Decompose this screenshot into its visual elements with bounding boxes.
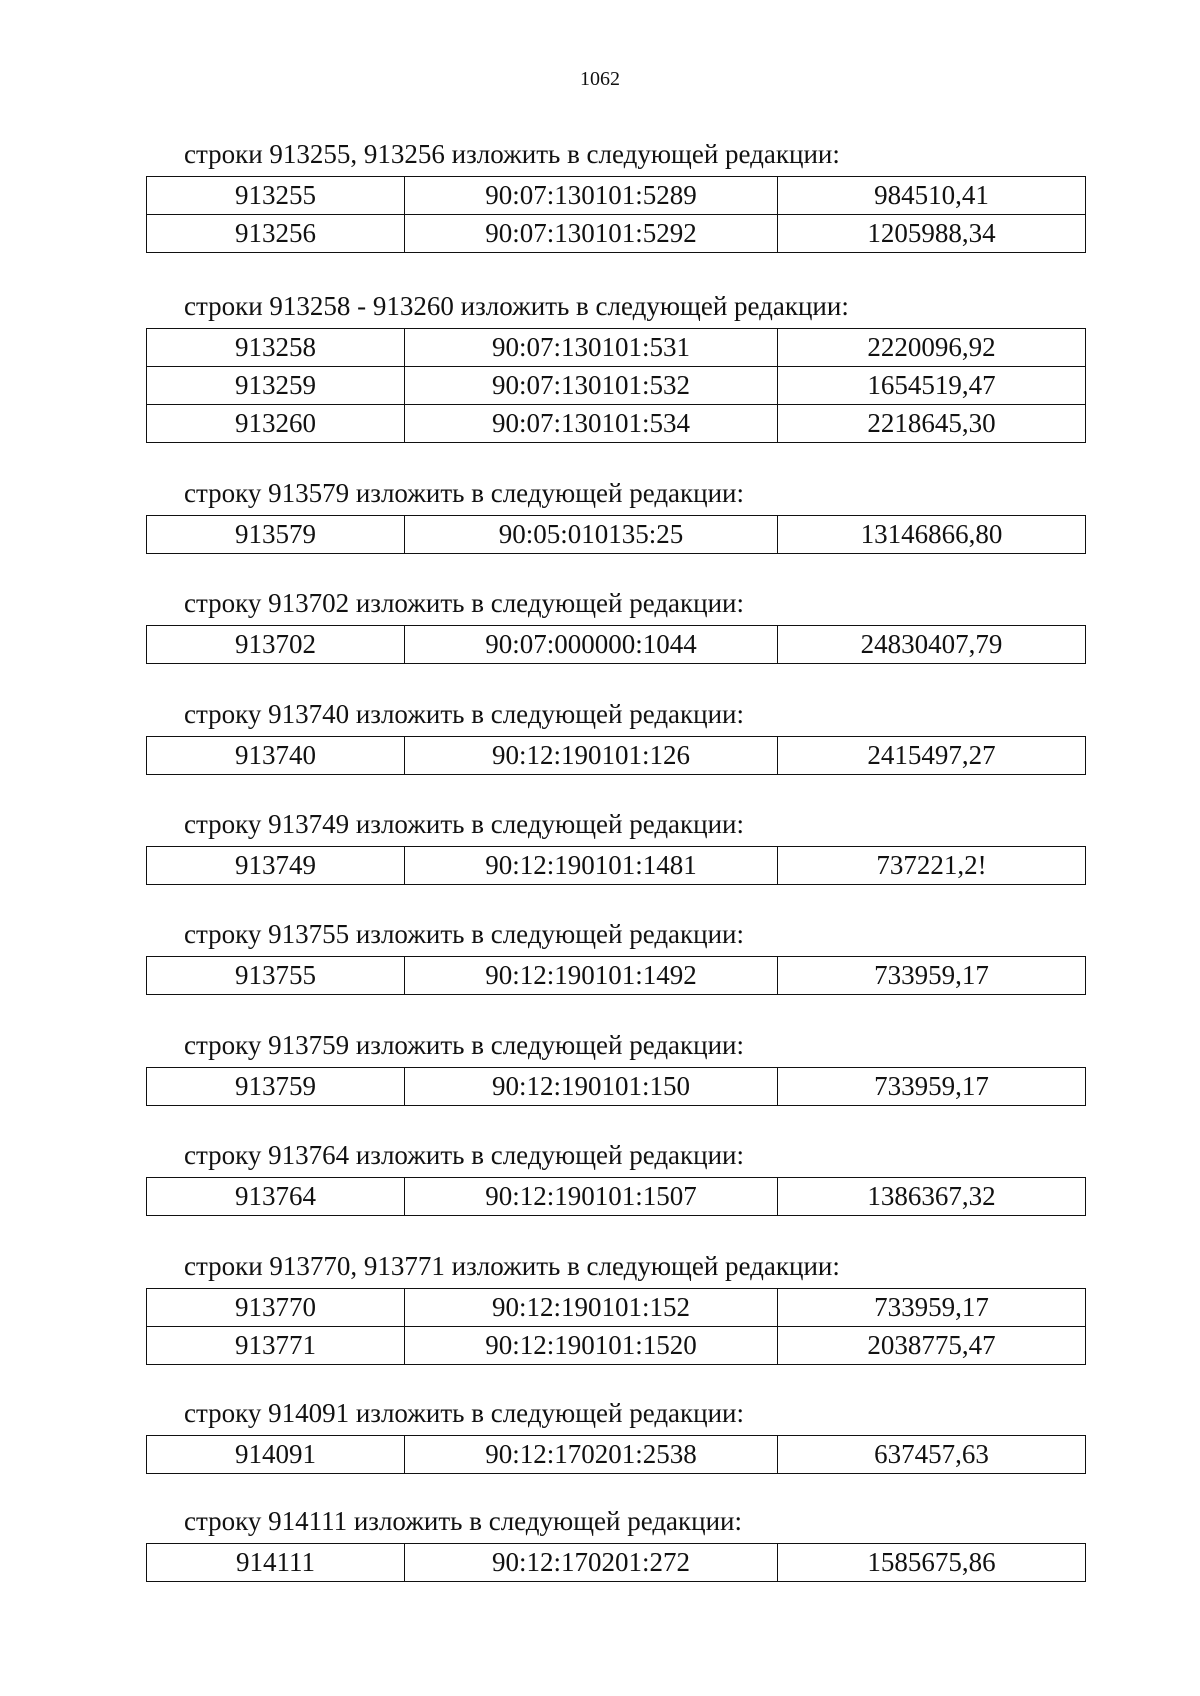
value-cell: 984510,41: [778, 177, 1086, 215]
cadastral-number-cell: 90:07:130101:5292: [405, 215, 778, 253]
value-cell: 733959,17: [778, 957, 1086, 995]
row-number-cell: 913255: [147, 177, 405, 215]
row-number-cell: 913755: [147, 957, 405, 995]
section-heading: строку 913749 изложить в следующей редакции:: [184, 809, 745, 839]
data-table: [146, 328, 1086, 443]
row-number-cell: 913771: [147, 1327, 405, 1365]
data-table: [146, 846, 1086, 885]
table-row: [147, 957, 1086, 995]
row-number-cell: 913770: [147, 1289, 405, 1327]
data-table: [146, 1177, 1086, 1216]
cadastral-number-cell: 90:12:190101:1481: [405, 847, 778, 885]
section-heading: строку 913579 изложить в следующей редакции:: [184, 478, 745, 508]
cadastral-number-cell: 90:12:190101:1520: [405, 1327, 778, 1365]
cadastral-number-cell: 90:07:130101:534: [405, 405, 778, 443]
row-number-cell: 913259: [147, 367, 405, 405]
value-cell: 2218645,30: [778, 405, 1086, 443]
data-table: [146, 1288, 1086, 1365]
amendment-section: [146, 1250, 1082, 1365]
amendment-section: [146, 1139, 1082, 1216]
value-cell: 733959,17: [778, 1289, 1086, 1327]
amendment-section: [146, 1397, 1082, 1474]
row-number-cell: 913258: [147, 329, 405, 367]
section-heading: строку 914091 изложить в следующей редакции:: [184, 1398, 745, 1428]
cadastral-number-cell: 90:07:000000:1044: [405, 626, 778, 664]
cadastral-number-cell: 90:05:010135:25: [405, 516, 778, 554]
section-heading: строки 913258 - 913260 изложить в следующей редакции:: [184, 291, 849, 321]
section-heading: строку 914111 изложить в следующей редакции:: [184, 1506, 743, 1536]
value-cell: 1386367,32: [778, 1178, 1086, 1216]
row-number-cell: 913702: [147, 626, 405, 664]
table-row: [147, 847, 1086, 885]
cadastral-number-cell: 90:12:190101:126: [405, 737, 778, 775]
amendment-section: [146, 138, 1082, 253]
table-row: [147, 1327, 1086, 1365]
table-row: [147, 1068, 1086, 1106]
table-row: [147, 177, 1086, 215]
table-row: [147, 329, 1086, 367]
row-number-cell: 913764: [147, 1178, 405, 1216]
value-cell: 637457,63: [778, 1436, 1086, 1474]
value-cell: 1654519,47: [778, 367, 1086, 405]
section-heading: строку 913764 изложить в следующей редакции:: [184, 1140, 745, 1170]
table-row: [147, 1544, 1086, 1582]
value-cell: 24830407,79: [778, 626, 1086, 664]
table-row: [147, 737, 1086, 775]
value-cell: 1205988,34: [778, 215, 1086, 253]
data-table: [146, 956, 1086, 995]
data-table: [146, 1543, 1086, 1582]
table-row: [147, 1289, 1086, 1327]
amendment-section: [146, 477, 1082, 554]
data-table: [146, 1435, 1086, 1474]
row-number-cell: 913749: [147, 847, 405, 885]
row-number-cell: 914111: [147, 1544, 405, 1582]
section-heading: строку 913740 изложить в следующей редакции:: [184, 699, 745, 729]
data-table: [146, 176, 1086, 253]
amendment-section: [146, 1029, 1082, 1106]
table-row: [147, 516, 1086, 554]
section-heading: строку 913702 изложить в следующей редакции:: [184, 588, 745, 618]
value-cell: 733959,17: [778, 1068, 1086, 1106]
row-number-cell: 913260: [147, 405, 405, 443]
cadastral-number-cell: 90:07:130101:532: [405, 367, 778, 405]
amendment-section: [146, 290, 1082, 443]
table-row: [147, 626, 1086, 664]
value-cell: 2415497,27: [778, 737, 1086, 775]
cadastral-number-cell: 90:12:190101:152: [405, 1289, 778, 1327]
section-heading: строку 913755 изложить в следующей редакции:: [184, 919, 745, 949]
row-number-cell: 914091: [147, 1436, 405, 1474]
cadastral-number-cell: 90:12:170201:272: [405, 1544, 778, 1582]
value-cell: 13146866,80: [778, 516, 1086, 554]
table-row: [147, 215, 1086, 253]
row-number-cell: 913740: [147, 737, 405, 775]
table-row: [147, 1178, 1086, 1216]
cadastral-number-cell: 90:12:190101:1492: [405, 957, 778, 995]
section-heading: строки 913255, 913256 изложить в следующей редакции:: [184, 139, 840, 169]
amendment-section: [146, 808, 1082, 885]
section-heading: строку 913759 изложить в следующей редакции:: [184, 1030, 745, 1060]
table-row: [147, 1436, 1086, 1474]
table-row: [147, 367, 1086, 405]
amendment-section: [146, 587, 1082, 664]
value-cell: 737221,2!: [778, 847, 1086, 885]
row-number-cell: 913759: [147, 1068, 405, 1106]
cadastral-number-cell: 90:07:130101:531: [405, 329, 778, 367]
data-table: [146, 625, 1086, 664]
cadastral-number-cell: 90:12:190101:150: [405, 1068, 778, 1106]
data-table: [146, 515, 1086, 554]
amendment-section: [146, 1505, 1082, 1582]
amendment-section: [146, 918, 1082, 995]
row-number-cell: 913579: [147, 516, 405, 554]
data-table: [146, 736, 1086, 775]
row-number-cell: 913256: [147, 215, 405, 253]
section-heading: строки 913770, 913771 изложить в следующей редакции:: [184, 1251, 840, 1281]
amendment-section: [146, 698, 1082, 775]
cadastral-number-cell: 90:12:170201:2538: [405, 1436, 778, 1474]
data-table: [146, 1067, 1086, 1106]
table-row: [147, 405, 1086, 443]
value-cell: 2038775,47: [778, 1327, 1086, 1365]
value-cell: 1585675,86: [778, 1544, 1086, 1582]
cadastral-number-cell: 90:07:130101:5289: [405, 177, 778, 215]
page-number: 1062: [580, 68, 620, 90]
value-cell: 2220096,92: [778, 329, 1086, 367]
cadastral-number-cell: 90:12:190101:1507: [405, 1178, 778, 1216]
